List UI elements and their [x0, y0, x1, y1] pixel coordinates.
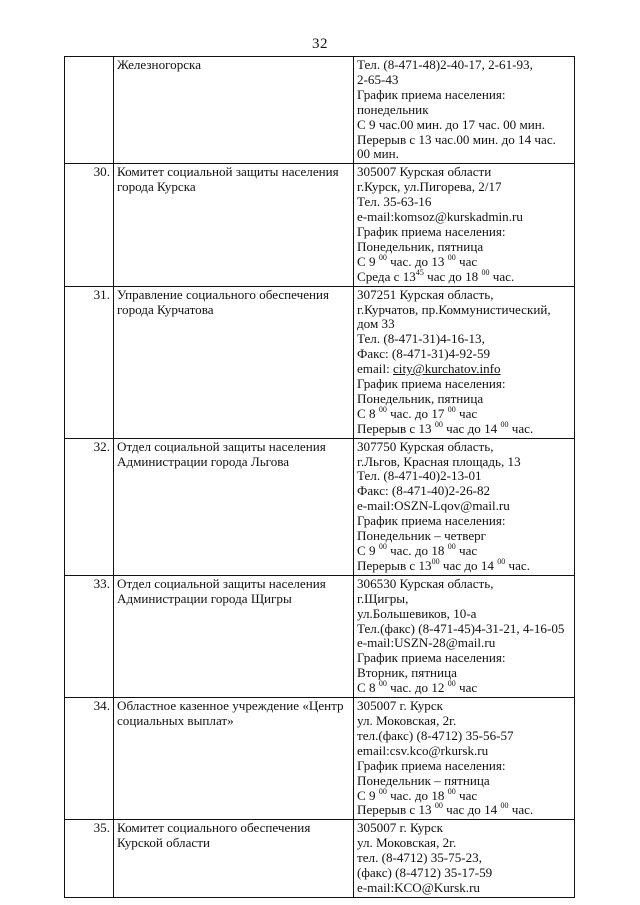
contact-line: Перерыв с 13 $^{00}$ час до 14 $^{00}$ час. [357, 801, 534, 818]
row-number: 34. [65, 698, 114, 820]
contact-line: Тел. 35-63-16 [357, 194, 432, 210]
contact-line: График приема населения: [357, 513, 506, 529]
organization-line: Областное казенное учреждение «Центр [117, 698, 344, 714]
contact-line: График приема населения: [357, 86, 506, 102]
contact-line: 2-65-43 [357, 71, 399, 87]
contact-line: 307251 Курская область, [357, 286, 494, 302]
organization-line: Управление социального обеспечения [117, 286, 330, 302]
organization-line: города Курска [117, 179, 196, 195]
contact-line: Вторник, пятница [357, 665, 457, 681]
organization-name [114, 575, 354, 697]
contact-line: Понедельник – четверг [357, 528, 487, 544]
contact-line: Тел. (8-471-48)2-40-17, 2-61-93, [357, 57, 533, 72]
contact-line: г.Льгов, Красная площадь, 13 [357, 453, 521, 469]
organization-line: Комитет социального обеспечения [117, 820, 311, 836]
contact-info [354, 438, 575, 575]
contact-line: График приема населения: [357, 376, 506, 392]
contact-line: 305007 Курская области [357, 164, 492, 180]
contact-info [354, 820, 575, 898]
contact-info [354, 575, 575, 697]
contact-line: г.Курск, ул.Пигорева, 2/17 [357, 179, 502, 195]
contact-line: email: city@kurchatov.info [357, 361, 501, 377]
contact-line: e-mail:KCO@Kursk.ru [357, 879, 480, 895]
contact-line: тел.(факс) (8-4712) 35-56-57 [357, 727, 514, 743]
contact-line: Перерыв с 13 $^{00}$ час до 14 $^{00}$ час. [357, 419, 534, 436]
table-row [65, 286, 575, 438]
contact-line: 306530 Курская область, [357, 575, 494, 591]
table-row [65, 698, 575, 820]
contact-line: С 8 $^{00}$ час. до 12 $^{00}$ час [357, 679, 478, 696]
organization-name [114, 820, 354, 898]
organization-line: Курской области [117, 835, 210, 851]
row-number: 31. [65, 286, 114, 438]
contact-line: Факс: (8-471-31)4-92-59 [357, 346, 491, 362]
contact-line: 307750 Курская область, [357, 438, 494, 454]
contact-info [354, 286, 575, 438]
contact-line: Перерыв с 13 час.00 мин. до 14 час. [357, 131, 556, 147]
contact-line: Факс: (8-471-40)2-26-82 [357, 483, 491, 499]
contact-line: С 8 $^{00}$ час. до 17 $^{00}$ час [357, 404, 478, 421]
organization-line: Отдел социальной защиты населения [117, 438, 326, 454]
row-number: 35. [65, 820, 114, 898]
table-row [65, 57, 575, 164]
contact-line: г.Щигры, [357, 590, 409, 606]
contact-line: e-mail:OSZN-Lqov@mail.ru [357, 498, 510, 514]
email-link[interactable]: city@kurchatov.info [393, 361, 501, 377]
contact-line: ул. Моковская, 2г. [357, 712, 457, 728]
row-number: 33. [65, 575, 114, 697]
contact-line: 305007 г. Курск [357, 698, 444, 714]
contact-line: С 9 час.00 мин. до 17 час. 00 мин. [357, 116, 546, 132]
organization-line: Железногорска [117, 57, 202, 72]
contact-line: Тел.(факс) (8-471-45)4-31-21, 4-16-05 [357, 620, 565, 636]
contact-line: (факс) (8-4712) 35-17-59 [357, 865, 493, 881]
contact-line: дом 33 [357, 316, 395, 332]
contact-line: График приема населения: [357, 757, 506, 773]
contact-line: Среда с $13^{45}$ час до 18 $^{00}$ час. [357, 267, 515, 284]
row-number: 32. [65, 438, 114, 575]
contact-line: Перерыв с $13^{00}$ час до 14 $^{00}$ час. [357, 556, 530, 573]
organization-name [114, 438, 354, 575]
row-number [65, 57, 114, 164]
contact-line: тел. (8-4712) 35-75-23, [357, 850, 482, 866]
organization-line: социальных выплат» [117, 712, 234, 728]
contact-line: С 9 $^{00}$ час. до 18 $^{00}$ час [357, 786, 478, 803]
contact-line: Понедельник, пятница [357, 238, 484, 254]
contact-line: График приема населения: [357, 650, 506, 666]
page-number: 32 [312, 36, 328, 52]
contact-line: Понедельник – пятница [357, 772, 490, 788]
contact-line: e-mail:USZN-28@mail.ru [357, 635, 496, 651]
organization-name [114, 286, 354, 438]
table-row [65, 164, 575, 286]
contact-line: понедельник [357, 101, 429, 117]
contact-line: 305007 г. Курск [357, 820, 444, 836]
contact-line: ул. Моковская, 2г. [357, 835, 457, 851]
contact-line: email:csv.kco@rkursk.ru [357, 742, 489, 758]
contact-line: С 9 $^{00}$ час. до 13 $^{00}$ час [357, 252, 478, 269]
row-number: 30. [65, 164, 114, 286]
contact-line: e-mail:komsoz@kurskadmin.ru [357, 209, 523, 225]
contact-info [354, 698, 575, 820]
contact-line: г.Курчатов, пр.Коммунистический, [357, 301, 551, 317]
contact-line: ул.Большевиков, 10-а [357, 605, 477, 621]
organization-name [114, 57, 354, 164]
contact-line: С 9 $^{00}$ час. до 18 $^{00}$ час [357, 542, 478, 558]
organization-line: Администрации города Льгова [117, 453, 290, 469]
contact-line: График приема населения: [357, 223, 506, 239]
organization-name [114, 698, 354, 820]
contact-line: Тел. (8-471-40)2-13-01 [357, 468, 482, 484]
contact-line: 00 мин. [357, 146, 399, 162]
table-row [65, 575, 575, 697]
contact-line: Понедельник, пятница [357, 390, 484, 406]
contact-info [354, 57, 575, 164]
organization-line: Отдел социальной защиты населения [117, 575, 326, 591]
contact-line: Тел. (8-471-31)4-16-13, [357, 331, 485, 347]
organization-line: города Курчатова [117, 301, 214, 317]
organization-line: Администрации города Щигры [117, 590, 292, 606]
organization-name [114, 164, 354, 286]
table-row [65, 438, 575, 575]
contact-info [354, 164, 575, 286]
table-row [65, 820, 575, 898]
social-services-table [64, 56, 575, 898]
organization-line: Комитет социальной защиты населения [117, 164, 339, 180]
